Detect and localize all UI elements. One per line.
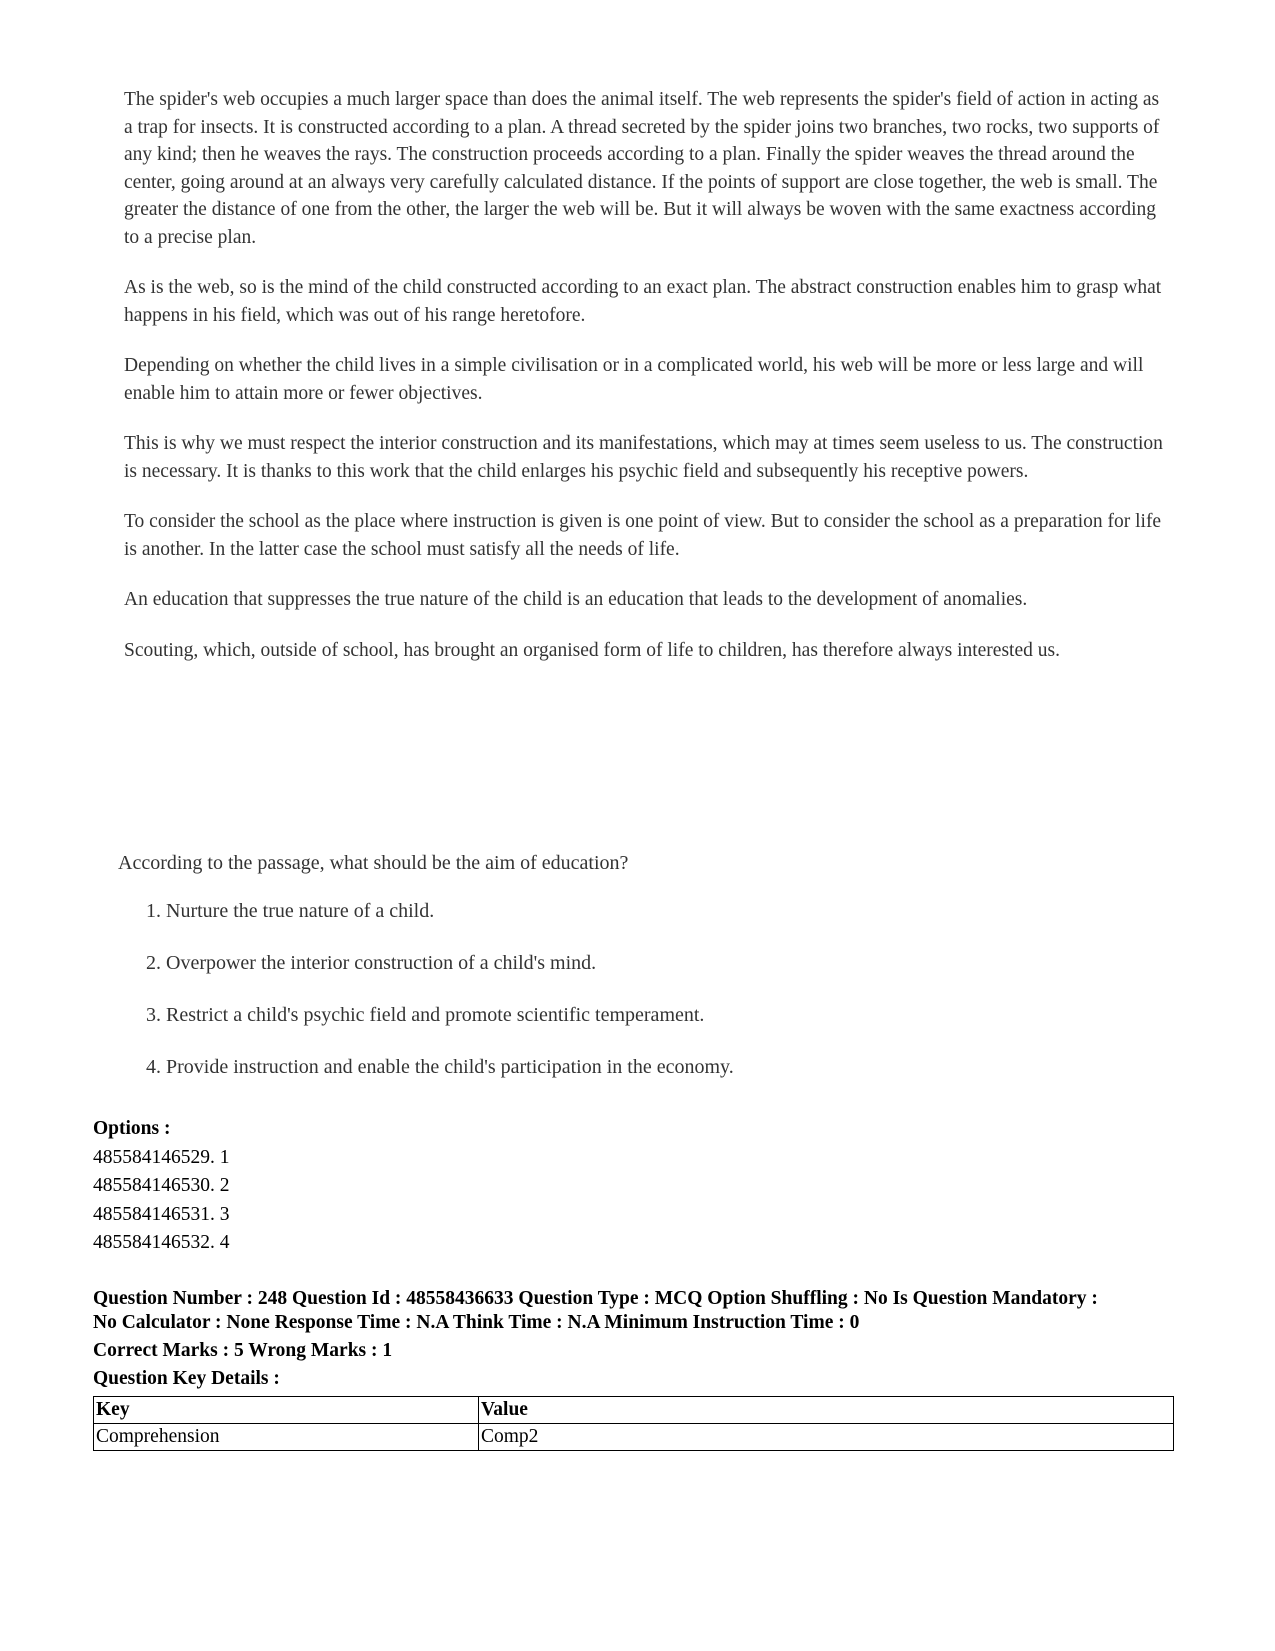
options-title: Options : — [93, 1118, 171, 1139]
option-item: 485584146530. 2 — [93, 1175, 230, 1196]
passage-paragraph: This is why we must respect the interior construction and its manifestations, which may at times seem useless to us. The construction is necessary. It is thanks to this work that the child enlarges his psychic field and subsequently his receptive powers. — [124, 433, 1163, 482]
passage-paragraph: To consider the school as the place where instruction is given is one point of view. But to consider the school as a preparation for life is another. In the latter case the school must satisfy all the needs of life. — [124, 511, 1162, 560]
marks-line: Correct Marks : 5 Wrong Marks : 1 — [93, 1340, 393, 1361]
choice-4: 4. Provide instruction and enable the child's participation in the economy. — [146, 1056, 734, 1078]
passage — [124, 86, 1164, 687]
question-meta — [93, 1287, 1193, 1335]
option-item: 485584146529. 1 — [93, 1146, 230, 1168]
choice-1: 1. Nurture the true nature of a child. — [146, 900, 435, 922]
table-cell-value: Comp2 — [479, 1424, 1174, 1451]
option-item: 485584146531. 3 — [93, 1203, 230, 1225]
passage-paragraph: Scouting, which, outside of school, has brought an organised form of life to children, has therefore always interested us. — [124, 639, 1060, 661]
table-header-row — [94, 1397, 1174, 1424]
question-text: According to the passage, what should be the aim of education? — [118, 852, 629, 874]
passage-paragraph: As is the web, so is the mind of the child constructed according to an exact plan. The abstract construction enables him to grasp what happens in his field, which was out of his range heretofore. — [124, 277, 1162, 326]
table-row — [94, 1424, 1174, 1451]
key-details-title: Question Key Details : — [93, 1368, 280, 1389]
table-header-value: Value — [479, 1397, 1174, 1424]
key-details-table — [93, 1396, 1174, 1451]
option-item: 485584146532. 4 — [93, 1232, 230, 1253]
meta-line-2: No Calculator : None Response Time : N.A Think Time : N.A Minimum Instruction Time : 0 — [93, 1312, 860, 1333]
passage-paragraph: Depending on whether the child lives in a simple civilisation or in a complicated world, his web will be more or less large and will enable him to attain more or fewer objectives. — [124, 355, 1144, 404]
meta-line-1: Question Number : 248 Question Id : 48558436633 Question Type : MCQ Option Shuffling : No Is Question Mandatory : — [93, 1288, 1098, 1309]
choice-3: 3. Restrict a child's psychic field and promote scientific temperament. — [146, 1004, 705, 1026]
table-cell-key: Comprehension — [94, 1424, 479, 1451]
question — [118, 850, 1158, 1078]
choice-2: 2. Overpower the interior construction of a child's mind. — [146, 952, 597, 974]
options-list — [93, 1115, 230, 1258]
passage-paragraph: An education that suppresses the true nature of the child is an education that leads to the development of anomalies. — [124, 589, 1028, 610]
table-header-key: Key — [94, 1397, 479, 1424]
passage-paragraph: The spider's web occupies a much larger space than does the animal itself. The web represents the spider's field of action in acting as a trap for insects. It is constructed according to a plan. A thread secreted by the spider joins two branches, two rocks, two supports of any kind; then he weaves the rays. The construction proceeds according to a plan. Finally the spider weaves the thread around the center, going around at an always very carefully calculated distance. If the points of support are close together, the web is small. The greater the distance of one from the other, the larger the web will be. But it will always be woven with the same exactness according to a precise plan. — [124, 89, 1160, 248]
